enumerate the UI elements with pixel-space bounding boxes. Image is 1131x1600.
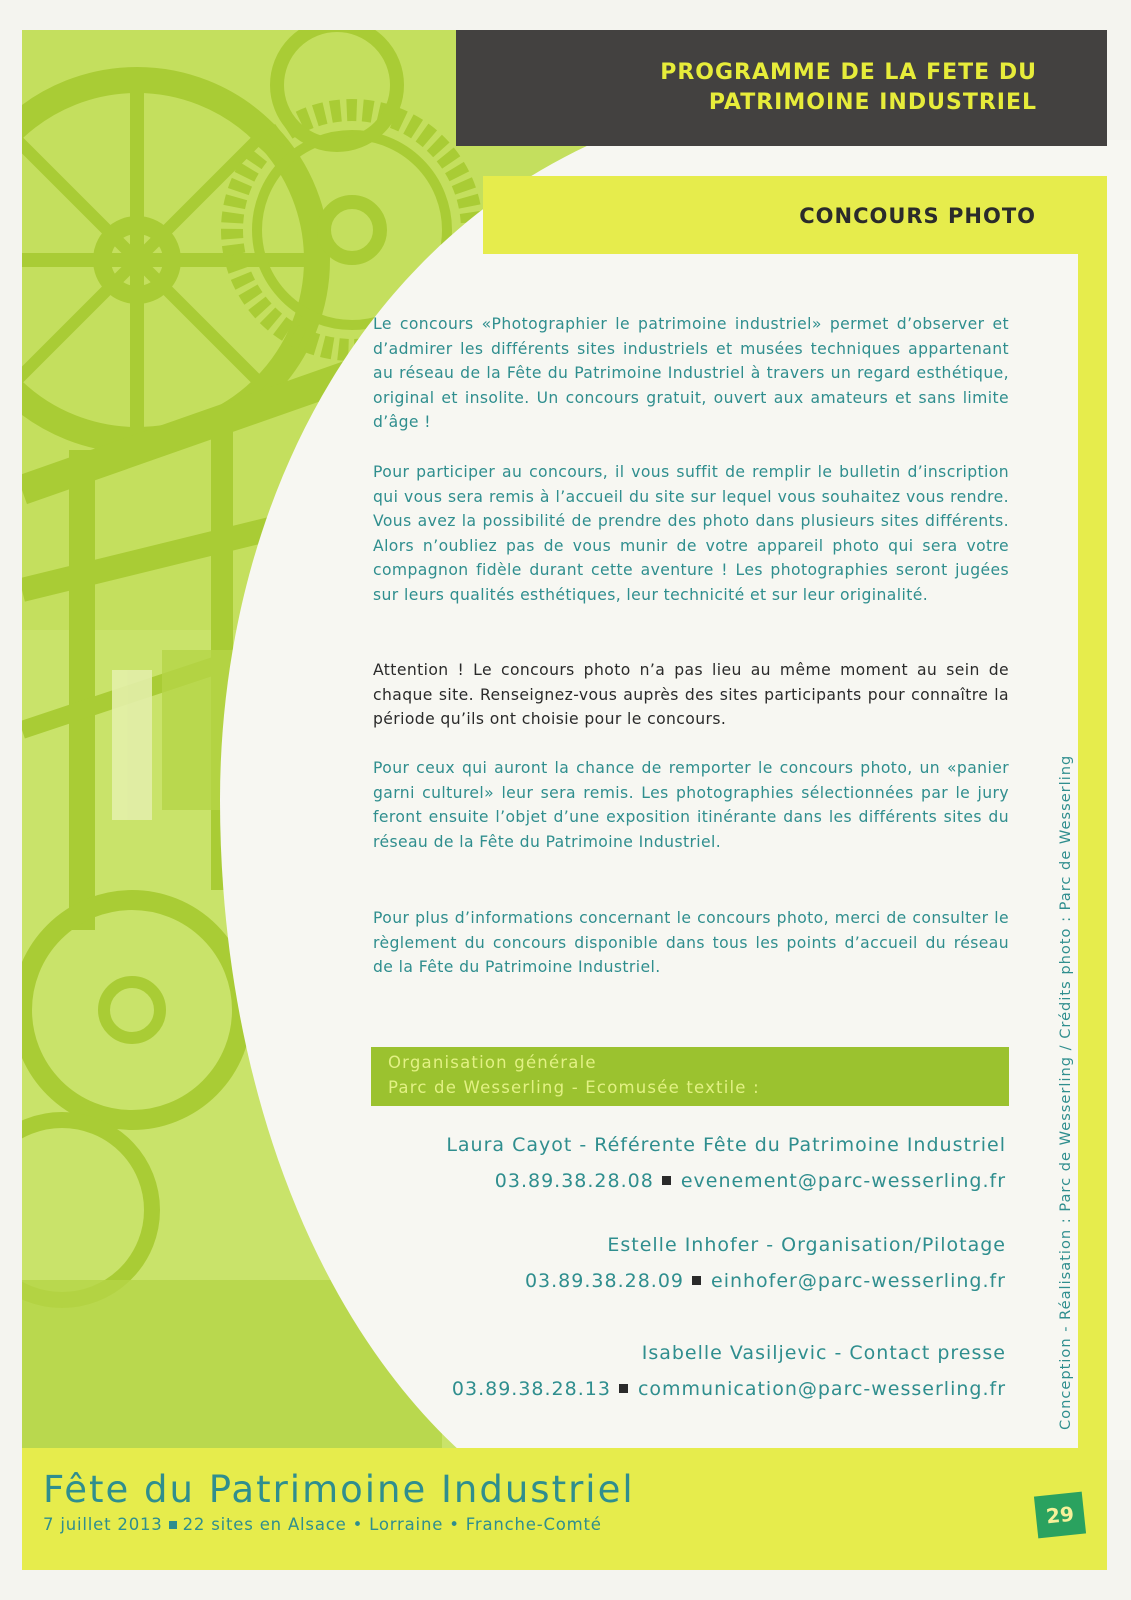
contact-name-2: Estelle Inhofer - Organisation/Pilotage (607, 1234, 1006, 1256)
footer-title: Fête du Patrimoine Industriel (43, 1468, 635, 1511)
contact-details-3 (452, 1378, 1006, 1400)
credits-vertical: Conception - Réalisation : Parc de Wesserling / Crédits photo : Parc de Wesserling (1057, 754, 1074, 1430)
contact-phone-2: 03.89.38.28.09 (524, 1270, 684, 1292)
paragraph-prize: Pour ceux qui auront la chance de remporter le concours photo, un «panier garni culturel» leur sera remis. Les photographies sélectionnées par le jury feront ensuite l’objet d’une exposition itinérante dans les différents sites du réseau de la Fête du Patrimoine Industriel. (373, 759, 1009, 851)
paragraph-intro: Le concours «Photographier le patrimoine industriel» permet d’observer et d’admirer les différents sites industriels et musées techniques appartenant au réseau de la Fête du Patrimoine Industriel à travers un regard esthétique, original et insolite. Un concours gratuit, ouvert aux amateurs et sans limite d’âge ! (373, 315, 1009, 431)
square-bullet-icon (169, 1521, 177, 1529)
section-title: CONCOURS PHOTO (799, 204, 1036, 228)
contact-email-3[interactable]: communication@parc-wesserling.fr (637, 1378, 1006, 1400)
contact-phone-1: 03.89.38.28.08 (494, 1170, 654, 1192)
paragraph-participation: Pour participer au concours, il vous suffit de remplir le bulletin d’inscription qui vous sera remis à l’accueil du site sur lequel vous souhaitez vous rendre. Vous avez la possibilité de prendre des photo dans plusieurs sites différents. Alors n’oubliez pas de vous munir de votre appareil photo qui sera votre compagnon fidèle durant cette aventure ! Les photographies seront jugées sur leurs qualités esthétiques, leur technicité et sur leur originalité. (373, 463, 1009, 604)
organisation-line-2: Parc de Wesserling - Ecomusée textile : (388, 1078, 760, 1097)
contact-name-1: Laura Cayot - Référente Fête du Patrimoine Industriel (446, 1134, 1006, 1156)
page-number-badge: 29 (1034, 1492, 1086, 1539)
square-bullet-icon (619, 1384, 628, 1393)
header-bar (456, 30, 1107, 146)
page-title (477, 58, 1037, 118)
contact-name-3: Isabelle Vasiljevic - Contact presse (641, 1342, 1006, 1364)
square-bullet-icon (662, 1176, 671, 1185)
paragraph-info: Pour plus d’informations concernant le concours photo, merci de consulter le règlement du concours disponible dans tous les points d’accueil du réseau de la Fête du Patrimoine Industriel. (373, 909, 1009, 976)
page-title-line-1: PROGRAMME DE LA FETE DU (660, 60, 1037, 85)
contact-details-1 (495, 1170, 1006, 1192)
right-frame-band (1078, 176, 1107, 1466)
footer-sites: 22 sites en Alsace • Lorraine • Franche-Comté (182, 1515, 602, 1534)
contact-email-2[interactable]: einhofer@parc-wesserling.fr (711, 1270, 1006, 1292)
contact-phone-3: 03.89.38.28.13 (451, 1378, 611, 1400)
square-bullet-icon (692, 1276, 701, 1285)
contact-email-1[interactable]: evenement@parc-wesserling.fr (680, 1170, 1006, 1192)
footer-subtitle (43, 1515, 602, 1534)
footer-date: 7 juillet 2013 (43, 1515, 163, 1534)
organisation-box (371, 1047, 1009, 1106)
page-title-line-2: PATRIMOINE INDUSTRIEL (708, 90, 1037, 115)
contact-details-2 (525, 1270, 1006, 1292)
organisation-line-1: Organisation générale (388, 1053, 597, 1072)
paragraph-attention: Attention ! Le concours photo n’a pas lieu au même moment au sein de chaque site. Renseignez-vous auprès des sites participants pour connaître la période qu’ils ont choisie pour le concours. (373, 661, 1009, 728)
